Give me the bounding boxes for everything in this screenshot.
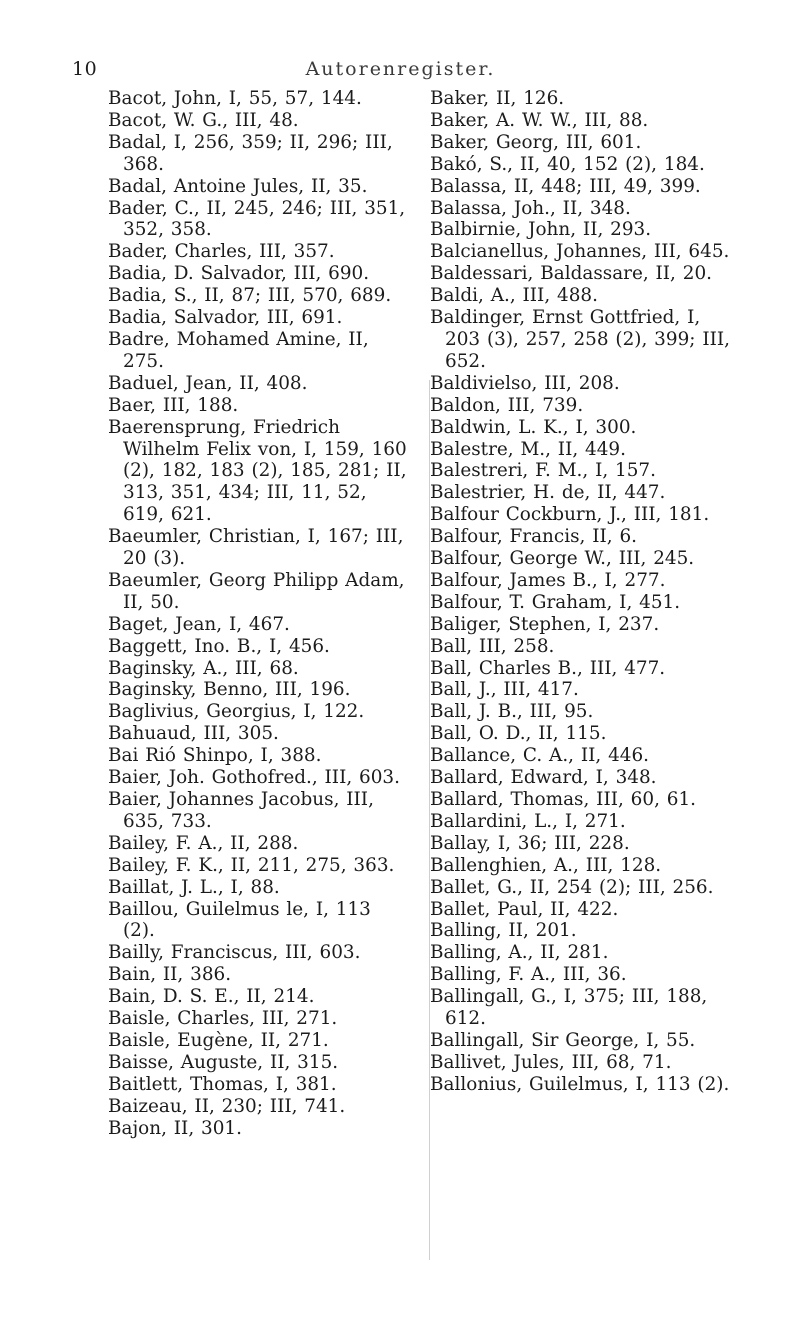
index-entry: Balfour, George W., III, 245.	[430, 548, 695, 570]
index-entry: Baget, Jean, I, 467.	[108, 613, 290, 635]
index-entry: Ballingall, Sir George, I, 55.	[430, 1029, 696, 1051]
index-entry: Baliger, Stephen, I, 237.	[430, 613, 660, 635]
index-entry: Baduel, Jean, II, 408.	[108, 372, 308, 394]
index-entry: Baitlett, Thomas, I, 381.	[108, 1073, 337, 1095]
index-entry: Balcianellus, Johannes, III, 645.	[430, 241, 730, 263]
index-entry: Bajon, II, 301.	[108, 1117, 242, 1139]
index-entry: Balestreri, F. M., I, 157.	[430, 460, 656, 482]
index-entry: Badia, S., II, 87; III, 570, 689.	[108, 285, 392, 307]
index-entry: Bacot, John, I, 55, 57, 144.	[108, 88, 362, 109]
index-entry: Baker, II, 126.	[430, 88, 565, 109]
index-entry: Badal, I, 256, 359; II, 296; III, 368.	[108, 131, 393, 175]
index-entry: Baldinger, Ernst Gottfried, I, 203 (3), 257, 258 (2), 399; III, 652.	[430, 307, 730, 372]
index-entry: Baldwin, L. K., I, 300.	[430, 416, 637, 438]
index-entry: Bacot, W. G., III, 48.	[108, 109, 299, 131]
index-column-left	[108, 88, 408, 1140]
index-entry: Bailey, F. K., II, 211, 275, 363.	[108, 854, 395, 876]
index-entry: Balling, A., II, 281.	[430, 942, 609, 964]
index-entry: Baker, A. W. W., III, 88.	[430, 109, 649, 131]
index-entry: Baisle, Charles, III, 271.	[108, 1008, 338, 1030]
index-entry: Balestrier, H. de, II, 447.	[430, 482, 666, 504]
index-entry: Baeumler, Christian, I, 167; III, 20 (3).	[108, 526, 404, 570]
index-entry: Ball, J. B., III, 95.	[430, 701, 594, 723]
index-entry: Badre, Mohamed Amine, II, 275.	[108, 328, 369, 372]
page-number: 10	[72, 58, 98, 80]
index-entry: Baldivielso, III, 208.	[430, 372, 620, 394]
index-entry: Baizeau, II, 230; III, 741.	[108, 1095, 346, 1117]
page-title: Autorenregister.	[305, 58, 496, 80]
index-entry: Balfour Cockburn, J., III, 181.	[430, 504, 710, 526]
index-entry: Ball, III, 258.	[430, 635, 555, 657]
index-entry: Baldi, A., III, 488.	[430, 285, 598, 307]
index-entry: Ball, J., III, 417.	[430, 679, 579, 701]
index-entry: Baglivius, Georgius, I, 122.	[108, 701, 365, 723]
index-entry: Baginsky, Benno, III, 196.	[108, 679, 351, 701]
index-entry: Baisse, Auguste, II, 315.	[108, 1051, 339, 1073]
index-column-right	[430, 88, 741, 1096]
index-entry: Ballardini, L., I, 271.	[430, 810, 626, 832]
index-entry: Balassa, II, 448; III, 49, 399.	[430, 175, 701, 197]
index-entry: Baillat, J. L., I, 88.	[108, 876, 280, 898]
index-entry: Badia, Salvador, III, 691.	[108, 307, 343, 329]
index-entry: Balbirnie, John, II, 293.	[430, 219, 652, 241]
index-entry: Bain, II, 386.	[108, 964, 232, 986]
index-entry: Baeumler, Georg Philipp Adam, II, 50.	[108, 569, 405, 613]
index-entry: Ballet, Paul, II, 422.	[430, 898, 619, 920]
index-entry: Badal, Antoine Jules, II, 35.	[108, 175, 368, 197]
index-entry: Ballonius, Guilelmus, I, 113 (2).	[430, 1073, 730, 1095]
index-entry: Ball, O. D., II, 115.	[430, 723, 607, 745]
index-entry: Baggett, Ino. B., I, 456.	[108, 635, 330, 657]
index-entry: Ballay, I, 36; III, 228.	[430, 832, 630, 854]
index-entry: Ballingall, G., I, 375; III, 188, 612.	[430, 986, 708, 1030]
index-entry: Ballard, Thomas, III, 60, 61.	[430, 789, 697, 810]
index-entry: Baker, Georg, III, 601.	[430, 131, 642, 153]
index-entry: Ballard, Edward, I, 348.	[430, 767, 657, 789]
index-entry: Bai Rió Shinpo, I, 388.	[108, 745, 322, 767]
index-entry: Baier, Johannes Jacobus, III, 635, 733.	[108, 789, 374, 832]
index-entry: Baldessari, Baldassare, II, 20.	[430, 263, 712, 285]
index-entry: Bader, Charles, III, 357.	[108, 241, 335, 263]
index-entry: Balfour, James B., I, 277.	[430, 569, 666, 591]
index-entry: Ballivet, Jules, III, 68, 71.	[430, 1051, 672, 1073]
index-entry: Baer, III, 188.	[108, 394, 239, 416]
index-entry: Balestre, M., II, 449.	[430, 438, 626, 460]
index-entry: Balfour, Francis, II, 6.	[430, 526, 637, 548]
index-entry: Baerensprung, Friedrich Wilhelm Felix von, I, 159, 160 (2), 182, 183 (2), 185, 281; II, 313, 351, 434; III, 11, 52, 619, 621.	[108, 416, 407, 526]
index-entry: Baier, Joh. Gothofred., III, 603.	[108, 767, 400, 789]
index-entry: Balassa, Joh., II, 348.	[430, 197, 631, 219]
index-entry: Ballet, G., II, 254 (2); III, 256.	[430, 876, 714, 898]
index-entry: Balling, II, 201.	[430, 920, 577, 942]
index-entry: Ballenghien, A., III, 128.	[430, 854, 662, 876]
index-entry: Bailey, F. A., II, 288.	[108, 832, 299, 854]
index-entry: Badia, D. Salvador, III, 690.	[108, 263, 370, 285]
index-entry: Baldon, III, 739.	[430, 394, 584, 416]
index-entry: Bailly, Franciscus, III, 603.	[108, 942, 361, 964]
index-entry: Baillou, Guilelmus le, I, 113 (2).	[108, 898, 371, 942]
index-entry: Bain, D. S. E., II, 214.	[108, 986, 315, 1008]
index-entry: Baisle, Eugène, II, 271.	[108, 1029, 329, 1051]
index-entry: Bahuaud, III, 305.	[108, 723, 279, 745]
index-entry: Ballance, C. A., II, 446.	[430, 745, 650, 767]
index-entry: Balfour, T. Graham, I, 451.	[430, 591, 681, 613]
index-entry: Ball, Charles B., III, 477.	[430, 657, 666, 679]
index-entry: Balling, F. A., III, 36.	[430, 964, 627, 986]
index-entry: Baginsky, A., III, 68.	[108, 657, 299, 679]
index-entry: Bakó, S., II, 40, 152 (2), 184.	[430, 153, 705, 175]
index-entry: Bader, C., II, 245, 246; III, 351, 352, 358.	[108, 197, 406, 241]
